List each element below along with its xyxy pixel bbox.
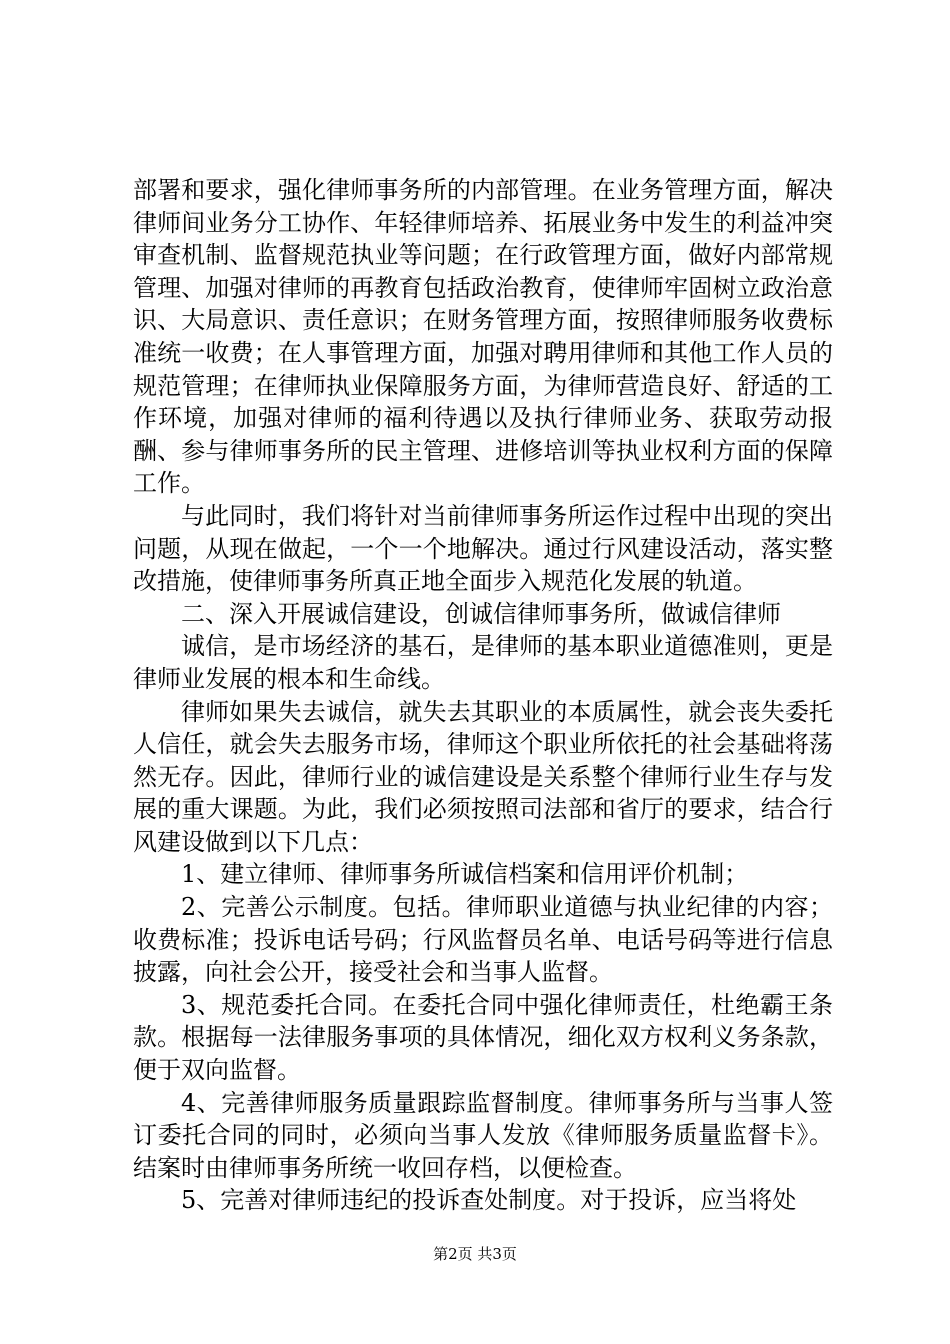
page-number-footer: 第2页 共3页	[433, 1245, 517, 1263]
paragraph-rectification: 与此同时，我们将针对当前律师事务所运作过程中出现的突出问题，从现在做起，一个一个地解决。通过行风建设活动，落实整改措施，使律师事务所真正地全面步入规范化发展的轨道。	[133, 501, 833, 596]
paragraph-management: 部署和要求，强化律师事务所的内部管理。在业务管理方面，解决律师间业务分工协作、年轻律师培养、拓展业务中发生的利益冲突审查机制、监督规范执业等问题；在行政管理方面，做好内部常规管理、加强对律师的再教育包括政治教育，使律师牢固树立政治意识、大局意识、责任意识；在财务管理方面，按照律师服务收费标准统一收费；在人事管理方面，加强对聘用律师和其他工作人员的规范管理；在律师执业保障服务方面，为律师营造良好、舒适的工作环境，加强对律师的福利待遇以及执行律师业务、获取劳动报酬、参与律师事务所的民主管理、进修培训等执业权利方面的保障工作。	[133, 176, 833, 498]
list-item-4: 4、完善律师服务质量跟踪监督制度。律师事务所与当事人签订委托合同的同时，必须向当事人发放《律师服务质量监督卡》。结案时由律师事务所统一收回存档，以便检查。	[133, 1088, 833, 1182]
list-item-2: 2、完善公示制度。包括。律师职业道德与执业纪律的内容；收费标准；投诉电话号码；行风监督员名单、电话号码等进行信息披露，向社会公开，接受社会和当事人监督。	[133, 893, 833, 987]
paragraph-integrity-importance: 律师如果失去诚信，就失去其职业的本质属性，就会丧失委托人信任，就会失去服务市场，律师这个职业所依托的社会基础将荡然无存。因此，律师行业的诚信建设是关系整个律师行业生存与发展的重大课题。为此，我们必须按照司法部和省厅的要求，结合行风建设做到以下几点：	[133, 697, 833, 856]
section-heading-integrity: 二、深入开展诚信建设，创诚信律师事务所，做诚信律师	[181, 599, 781, 628]
paragraph-integrity-definition: 诚信，是市场经济的基石，是律师的基本职业道德准则，更是律师业发展的根本和生命线。	[133, 632, 833, 693]
list-item-3: 3、规范委托合同。在委托合同中强化律师责任，杜绝霸王条款。根据每一法律服务事项的具体情况，细化双方权利义务条款，便于双向监督。	[133, 990, 833, 1085]
list-item-5: 5、完善对律师违纪的投诉查处制度。对于投诉，应当将处	[181, 1186, 797, 1215]
list-item-1: 1、建立律师、律师事务所诚信档案和信用评价机制；	[181, 860, 749, 889]
document-body	[133, 174, 833, 1217]
